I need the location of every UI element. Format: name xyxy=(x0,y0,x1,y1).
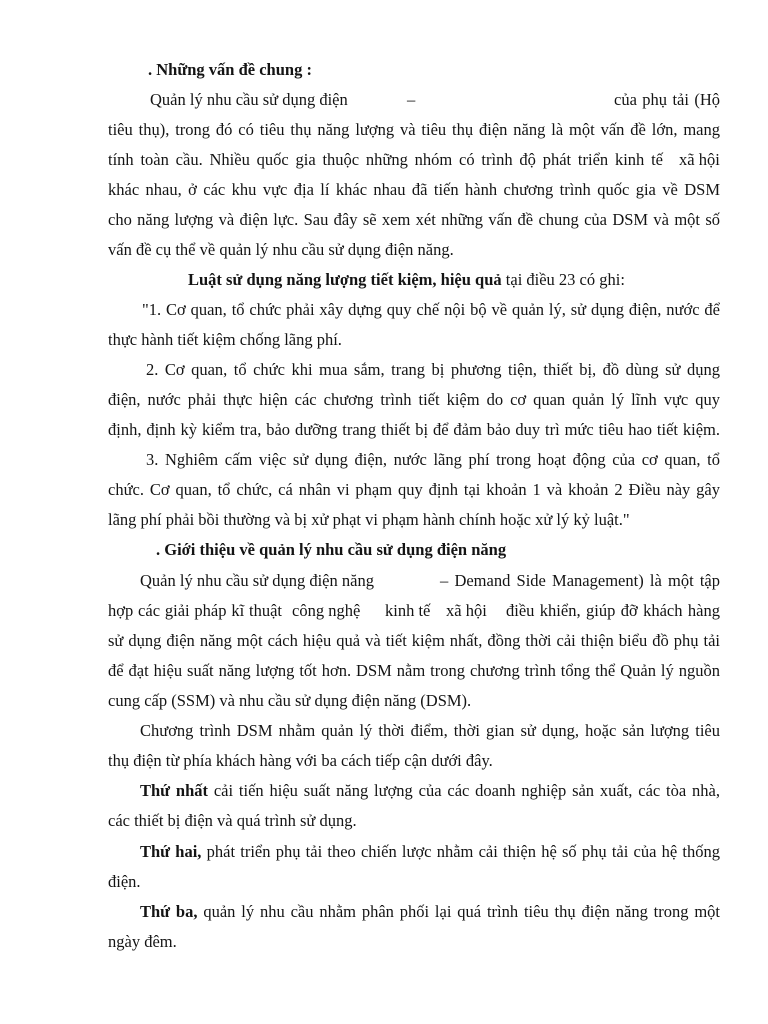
bold-lead-text: Thứ hai, xyxy=(140,842,202,861)
text-segment: tính toàn cầu. Nhiều quốc gia thuộc những nhóm có trình độ phát triển kinh tế xyxy=(108,150,663,169)
text-segment: tại điều 23 có ghi: xyxy=(505,270,625,289)
text-segment: hợp các giải pháp kĩ thuật xyxy=(108,601,282,620)
text-segment: Quản lý nhu cầu sử dụng điện xyxy=(150,90,348,109)
text-line: khác nhau, ở các khu vực địa lí khác nhau đã tiến hành chương trình quốc gia về DSM xyxy=(108,180,720,199)
text-line: để đạt hiệu suất năng lượng tốt hơn. DSM nằm trong chương trình tổng thể Quản lý nguồn xyxy=(108,661,720,680)
text-segment: – xyxy=(407,90,416,109)
text-segment: xã hội xyxy=(446,601,487,620)
text-line: ngày đêm. xyxy=(108,932,177,951)
law-reference-line xyxy=(188,269,625,291)
text-segment: quản lý nhu cầu nhằm phân phối lại quá trình tiêu thụ điện năng trong một xyxy=(203,902,721,921)
text-line: Chương trình DSM nhằm quản lý thời điểm, thời gian sử dụng, hoặc sản lượng tiêu xyxy=(140,721,720,740)
approach-second-line xyxy=(140,841,720,863)
text-line: 2. Cơ quan, tổ chức khi mua sắm, trang bị phương tiện, thiết bị, đồ dùng sử dụng xyxy=(146,360,720,379)
approach-first-line xyxy=(140,780,720,802)
bold-lead-text: Thứ ba, xyxy=(140,902,198,921)
text-segment: Quản lý nhu cầu sử dụng điện năng xyxy=(140,571,374,590)
text-line: cung cấp (SSM) và nhu cầu sử dụng điện năng (DSM). xyxy=(108,691,472,710)
text-segment: của phụ tải (Hộ xyxy=(614,90,720,109)
text-line: điện, nước phải thực hiện các chương trình tiết kiệm do cơ quan quản lý lĩnh vực quy xyxy=(108,390,720,409)
text-line: cho năng lượng và điện lực. Sau đây sẽ xem xét những vấn đề chung của DSM và một số xyxy=(108,210,720,229)
bold-lead-text: Luật sử dụng năng lượng tiết kiệm, hiệu quả xyxy=(188,270,502,289)
text-segment: công nghệ xyxy=(292,601,361,620)
text-segment: phát triển phụ tải theo chiến lược nhằm cải thiện hệ số phụ tải của hệ thống xyxy=(206,842,720,861)
text-line: các thiết bị điện và quá trình sử dụng. xyxy=(108,811,357,830)
text-line: lãng phí phải bồi thường và bị xử phạt vi phạm hành chính hoặc xử lý kỷ luật." xyxy=(108,510,630,529)
section-heading: . Giới thiệu về quản lý nhu cầu sử dụng điện năng xyxy=(156,540,507,559)
text-segment: – Demand Side Management) là một tập xyxy=(440,571,720,590)
text-line: điện. xyxy=(108,872,141,891)
text-line: thụ điện từ phía khách hàng với ba cách tiếp cận dưới đây. xyxy=(108,751,493,770)
text-line: thực hành tiết kiệm chống lãng phí. xyxy=(108,330,342,349)
text-line: chức. Cơ quan, tổ chức, cá nhân vi phạm quy định tại khoản 1 và khoản 2 Điều này gây xyxy=(108,480,720,499)
section-heading: . Những vấn đề chung : xyxy=(148,60,312,79)
bold-lead-text: Thứ nhất xyxy=(140,781,209,800)
text-segment: kinh tế xyxy=(385,601,431,620)
text-line: định, định kỳ kiểm tra, bảo dưỡng trang thiết bị để đảm bảo duy trì mức tiêu hao tiết kiệm. xyxy=(108,420,720,439)
text-line: vấn đề cụ thể về quản lý nhu cầu sử dụng điện năng. xyxy=(108,240,454,259)
text-line: "1. Cơ quan, tổ chức phải xây dựng quy chế nội bộ về quản lý, sử dụng điện, nước để xyxy=(142,300,720,319)
text-segment: điều khiển, giúp đỡ khách hàng xyxy=(506,601,720,620)
text-line: 3. Nghiêm cấm việc sử dụng điện, nước lãng phí trong hoạt động của cơ quan, tổ xyxy=(146,450,720,469)
text-line: sử dụng điện năng một cách hiệu quả và tiết kiệm nhất, đồng thời cải thiện biểu đồ phụ tải xyxy=(108,631,720,650)
text-segment: xã hội xyxy=(679,150,720,169)
text-line: tiêu thụ), trong đó có tiêu thụ năng lượng và tiêu thụ điện năng là một vấn đề lớn, mang xyxy=(108,120,720,139)
text-segment: cải tiến hiệu suất năng lượng của các doanh nghiệp sản xuất, các tòa nhà, xyxy=(213,781,720,800)
approach-third-line xyxy=(140,901,720,923)
